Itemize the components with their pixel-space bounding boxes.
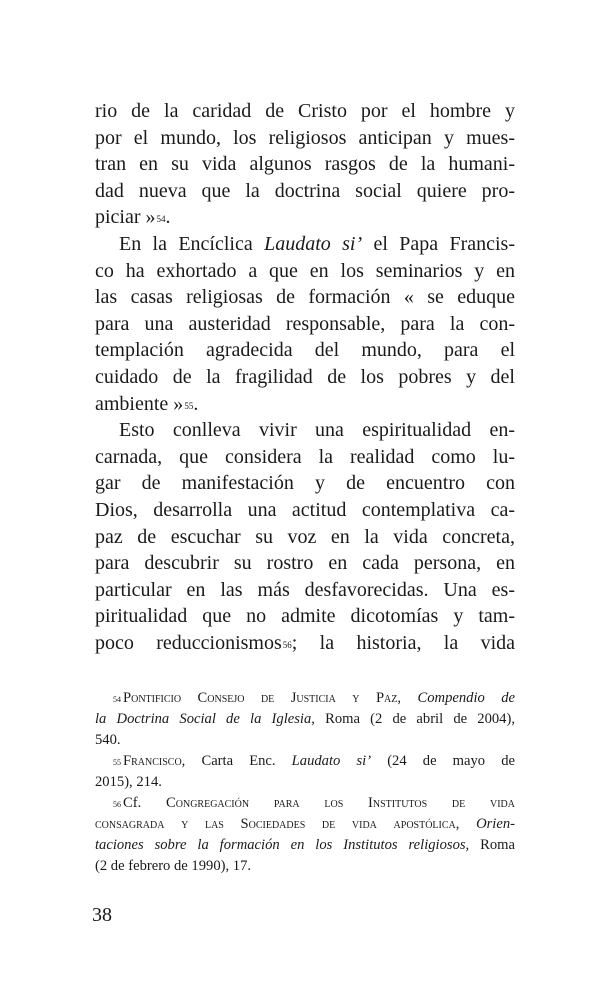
footnotes (95, 688, 515, 877)
text-line: particular en las más desfavorecidas. Una es- (95, 578, 515, 601)
text-line: gar de manifestación y de encuentro con (95, 472, 515, 495)
footnote-text: , Roma (2 de abril de 2004), (311, 711, 515, 727)
main-text (95, 98, 515, 656)
text-fragment: . (193, 392, 199, 415)
text-line: carnada, que considera la realidad como lu- (95, 445, 515, 468)
text-fragment: ; la historia, la vida (291, 631, 516, 654)
footnote-title: Compendio de (417, 690, 516, 706)
text-fragment: ambiente » (95, 392, 184, 415)
text-line (95, 231, 515, 258)
footnote-line (95, 709, 515, 730)
footnote-number: 55 (113, 758, 121, 767)
text-line: Esto conlleva vivir una espiritualidad en- (119, 419, 515, 442)
text-line: piritualidad que no admite dicotomías y tam- (95, 605, 515, 628)
footnote-text: Cf. (123, 795, 167, 811)
footnote-text: Roma (469, 837, 515, 853)
footnote-number: 56 (113, 800, 121, 809)
footnote-line (95, 793, 515, 814)
footnote-author: consagrada y las Sociedades de vida apostólica, (95, 816, 460, 832)
footnote-author: Pontificio Consejo de Justicia y Paz, (123, 690, 402, 706)
footnote-title: la Doctrina Social de la Iglesia (95, 711, 312, 727)
text-line: Dios, desarrolla una actitud contemplativa ca- (95, 498, 515, 521)
text-line: paz de escuchar su voz en la vida concreta, (95, 525, 515, 548)
footnote-56 (95, 793, 515, 877)
footnote-54 (95, 688, 515, 751)
text-line: templación agradecida del mundo, para el (95, 339, 515, 362)
paragraph-2 (95, 231, 515, 417)
text-fragment: . (165, 206, 171, 229)
text-line: co ha exhortado a que en los seminarios y en (95, 259, 515, 282)
paragraph-1 (95, 98, 515, 231)
footnote-55 (95, 751, 515, 793)
footnote-line: 2015), 214. (95, 774, 162, 790)
text-fragment: el Papa Francis- (362, 232, 515, 255)
text-line: por el mundo, los religiosos anticipan y mues- (95, 126, 515, 149)
footnote-text: Carta Enc. (185, 753, 292, 769)
footnote-author: Congregación para los Institutos de vida (166, 795, 516, 811)
footnote-author: Francisco, (123, 753, 186, 769)
text-line (95, 630, 515, 657)
text-line: rio de la caridad de Cristo por el hombre y (95, 100, 515, 122)
footnote-ref-55: 55 (184, 400, 194, 411)
footnote-ref-56: 56 (282, 639, 292, 650)
page-number: 38 (92, 904, 112, 926)
footnote-line: 540. (95, 732, 121, 748)
footnote-number: 54 (113, 695, 121, 704)
footnote-line (95, 688, 515, 709)
paragraph-3 (95, 417, 515, 656)
footnote-line (95, 751, 515, 772)
footnote-title: Orien- (476, 816, 515, 832)
footnote-title: taciones sobre la formación en los Institutos religiosos, (95, 837, 470, 853)
footnote-text: (24 de mayo de (371, 753, 515, 769)
text-line: tran en su vida algunos rasgos de la humani- (95, 153, 515, 176)
text-line: las casas religiosas de formación « se eduque (95, 286, 515, 309)
footnote-line (95, 835, 515, 856)
text-line (95, 391, 515, 418)
text-fragment: En la Encíclica (119, 232, 265, 255)
text-fragment: piciar » (95, 206, 156, 229)
footnote-ref-54: 54 (156, 214, 166, 225)
text-line (95, 204, 515, 231)
footnote-line: (2 de febrero de 1990), 17. (95, 858, 252, 874)
footnote-line (95, 814, 515, 835)
text-line: para descubrir su rostro en cada persona, en (95, 552, 515, 575)
text-line: para una austeridad responsable, para la con- (95, 312, 515, 335)
text-line: dad nueva que la doctrina social quiere pro- (95, 179, 515, 202)
text-fragment: poco reduccionismos (95, 631, 282, 654)
text-line: cuidado de la fragilidad de los pobres y del (95, 365, 515, 388)
encyclical-title: Laudato si’ (264, 232, 363, 255)
footnote-title: Laudato si’ (291, 753, 372, 769)
